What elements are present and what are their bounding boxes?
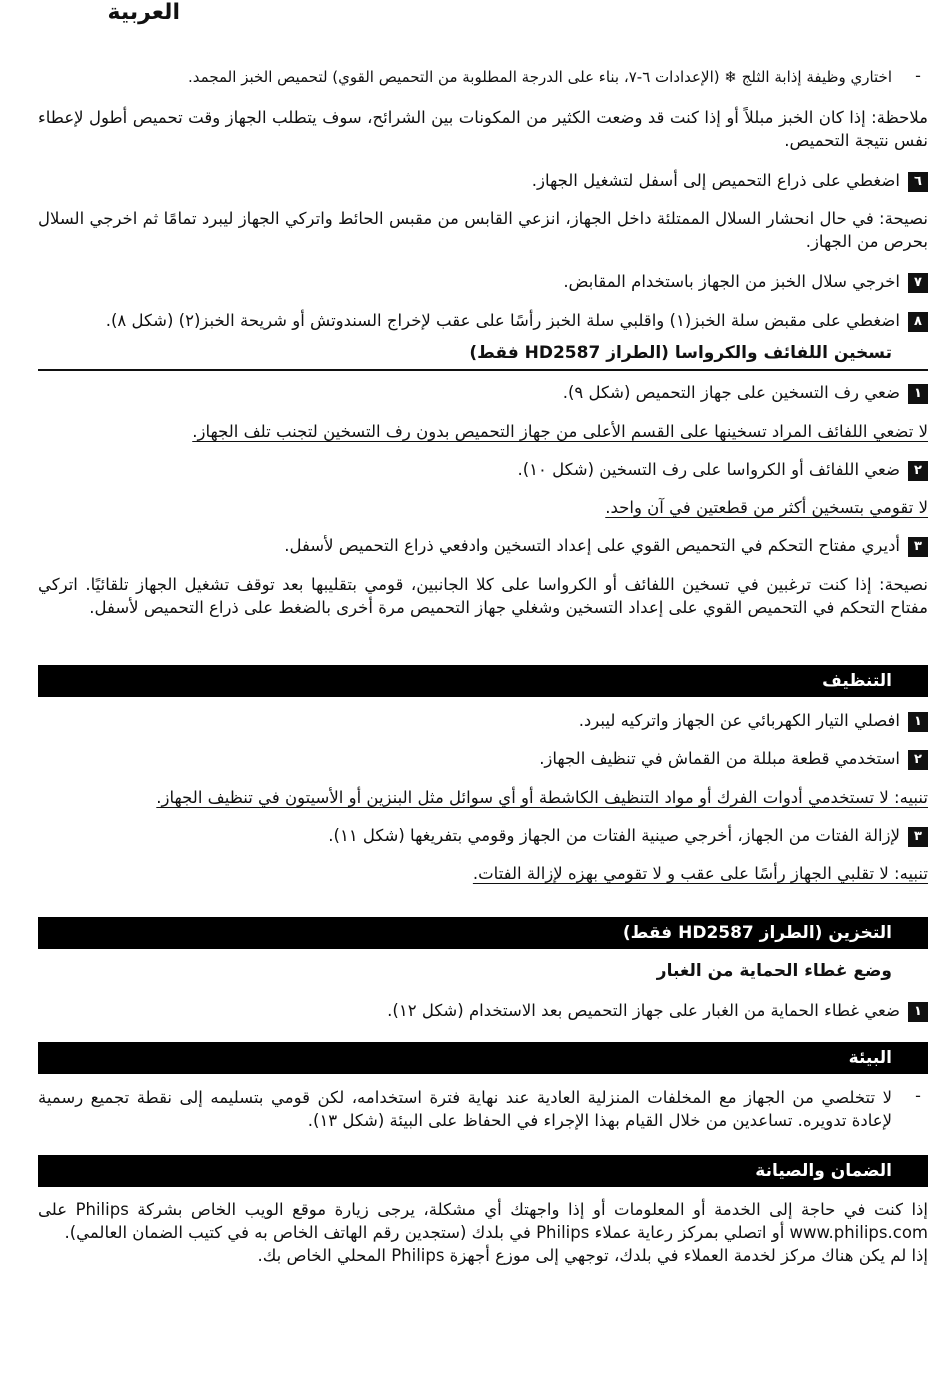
section-bar-warranty	[38, 1155, 928, 1187]
section-heading-warranty: الضمان والصيانة	[755, 1161, 892, 1181]
step-number: ٧	[908, 273, 928, 293]
storage-step-1	[38, 999, 928, 1022]
step-text: اضغطي على ذراع التحميص إلى أسفل لتشغيل الجهاز.	[531, 171, 900, 190]
step-text: استخدمي قطعة مبللة من القماش في تنظيف الجهاز.	[539, 749, 900, 768]
caution-abrasives: تنبيه: لا تستخدمي أدوات الفرك أو مواد التنظيف الكاشطة أو أي سوائل مثل البنزين أو الأسيتون في تنظيف الجهاز.	[156, 788, 928, 807]
step-number: ١	[908, 384, 928, 404]
warranty-text-1: إذا كنت في حاجة إلى الخدمة أو المعلومات أو إذا واجهتك أي مشكلة، يرجى زيارة موقع الويب الخاص بشركة Philips على www.philips.com أو اتصلي بمركز رعاية عملاء Philips في بلدك (ستجدين رقم الهاتف الخاص به في كتيب الضمان العالمي).	[38, 1200, 928, 1242]
step-text: اخرجي سلال الخبز من الجهاز باستخدام المقابض.	[563, 272, 900, 291]
step-8	[38, 309, 928, 332]
section-heading-storage: التخزين (الطراز HD2587 فقط)	[622, 923, 892, 943]
step-number: ١	[908, 1002, 928, 1022]
step-text: أديري مفتاح التحكم في التحميص القوي على إعداد التسخين وادفعي ذراع التحميص لأسفل.	[284, 536, 900, 555]
section-heading-cleaning: التنظيف	[822, 671, 892, 691]
section-bar-cleaning	[38, 665, 928, 697]
step-text: افصلي التيار الكهربائي عن الجهاز واتركيه ليبرد.	[578, 711, 900, 730]
step-number: ٣	[908, 827, 928, 847]
step-7	[38, 270, 928, 293]
step-number: ٦	[908, 172, 928, 192]
step-number: ١	[908, 712, 928, 732]
cleaning-step-3	[38, 824, 928, 847]
section-heading-rolls: تسخين اللفائف والكرواسا (الطراز HD2587 فقط)	[469, 343, 892, 363]
step-text: لإزالة الفتات من الجهاز، أخرجي صينية الفتات من الجهاز وقومي بتفريغها (شكل ١١).	[328, 826, 900, 845]
tip-stuck-baskets: نصيحة: في حال انحشار السلال الممتلئة داخل الجهاز، انزعي القابس من مقبس الحائط واتركي الجهاز ليبرد تمامًا ثم اخرجي السلال بحرص من الجهاز.	[38, 209, 928, 251]
section-heading-environment: البيئة	[848, 1048, 892, 1068]
warning-rack: لا تضعي اللفائف المراد تسخينها على القسم الأعلى من جهاز التحميص بدون رف التسخين لتجنب تلف الجهاز.	[192, 422, 928, 441]
rolls-step-1	[38, 381, 928, 404]
cleaning-step-2	[38, 747, 928, 770]
bullet-dash: -	[915, 66, 921, 85]
manual-page	[38, 0, 928, 1392]
warranty-text-2: إذا لم يكن هناك مركز لخدمة العملاء في بلدك، توجهي إلى موزع أجهزة Philips المحلي الخاص بك.	[257, 1246, 928, 1265]
step-text: ضعي اللفائف أو الكرواسا على رف التسخين (شكل ١٠).	[517, 460, 900, 479]
dust-cover-subheading: وضع غطاء الحماية من الغبار	[656, 961, 892, 981]
environment-text: لا تتخلصي من الجهاز مع المخلفات المنزلية العادية عند نهاية فترة استخدامه، لكن قومي بتسليمه إلى نقطة تجميع رسمية لإعادة تدويره. تساعدين من خلال القيام بهذا الإجراء في الحفاظ على البيئة (شكل ١٣).	[38, 1088, 892, 1130]
step-text: اضغطي على مقبض سلة الخبز(١) واقلبي سلة الخبز رأسًا على عقب لإخراج السندوتش أو شريحة الخبز(٢) (شكل ٨).	[105, 311, 900, 330]
tip-both-sides: نصيحة: إذا كنت ترغبين في تسخين اللفائف أو الكرواسا على كلا الجانبين، قومي بتقليبها بعد توقف تشغيل الجهاز تلقائيًا. اتركي مفتاح التحكم في التحميص القوي على إعداد التسخين وشغلي جهاز التحميص مرة أخرى بالضغط على ذراع التحميص لأسفل.	[38, 575, 928, 617]
step-text: ضعي رف التسخين على جهاز التحميص (شكل ٩).	[562, 383, 900, 402]
caution-shake: تنبيه: لا تقلبي الجهاز رأسًا على عقب و لا تقومي بهزه لإزالة الفتات.	[472, 864, 928, 883]
step-number: ٢	[908, 461, 928, 481]
step-number: ٨	[908, 312, 928, 332]
step-text: ضعي غطاء الحماية من الغبار على جهاز التحميص بعد الاستخدام (شكل ١٢).	[387, 1001, 900, 1020]
rolls-step-2	[38, 458, 928, 481]
cleaning-step-1	[38, 709, 928, 732]
note-wet-bread: ملاحظة: إذا كان الخبز مبللاً أو إذا كنت قد وضعت الكثير من المكونات بين الشرائح، سوف يتطلب الجهاز وقت تحميص أطول لإعطاء نفس نتيجة التحميص.	[38, 108, 928, 150]
language-title: العربية	[107, 0, 180, 25]
section-bar-storage	[38, 917, 928, 949]
step-6	[38, 169, 928, 192]
step-number: ٢	[908, 750, 928, 770]
defrost-bullet-text: اختاري وظيفة إذابة الثلج ❄ (الإعدادات ٦-٧، بناء على الدرجة المطلوبة من التحميص القوي) لتحميص الخبز المجمد.	[188, 68, 892, 86]
bullet-dash: -	[915, 1086, 921, 1105]
section-rule	[38, 369, 928, 371]
rolls-step-3	[38, 534, 928, 557]
section-bar-environment	[38, 1042, 928, 1074]
step-number: ٣	[908, 537, 928, 557]
warning-two-pieces: لا تقومي بتسخين أكثر من قطعتين في آن واحد.	[605, 498, 928, 517]
